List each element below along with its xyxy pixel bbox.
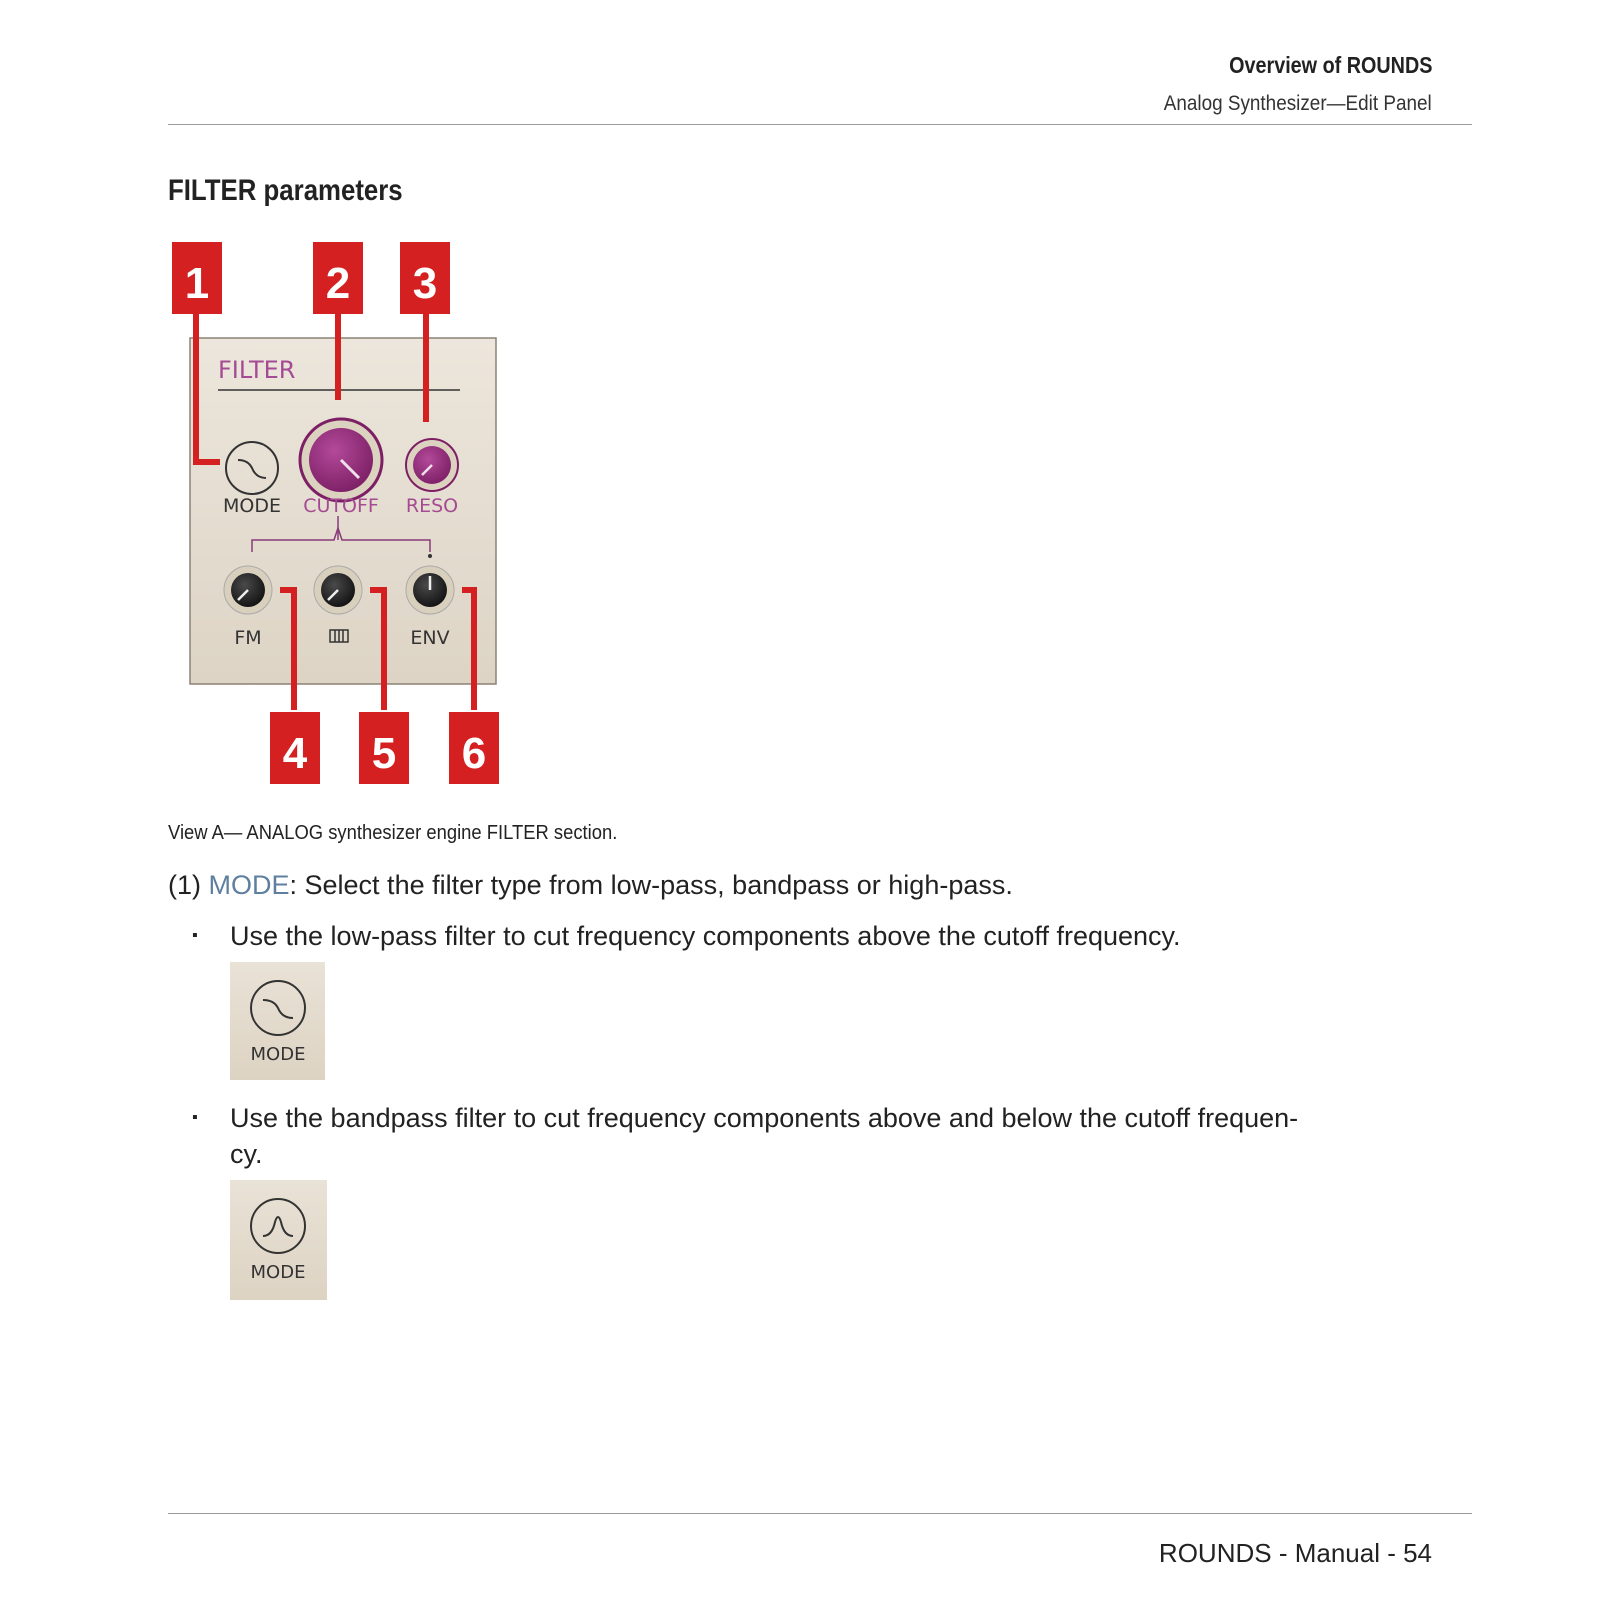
header-title: Overview of ROUNDS [1228,52,1432,78]
section-title: FILTER parameters [168,174,403,207]
bandpass-icon [251,1199,305,1253]
footer-rule [168,1513,1472,1514]
page-footer: ROUNDS - Manual - 54 [1158,1538,1432,1568]
figure-caption: View A— ANALOG synthesizer engine FILTER section. [168,822,618,844]
callout-4-label: 4 [282,729,308,778]
callout-6-label: 6 [461,729,487,778]
callout-2-label: 2 [325,259,351,308]
filter-panel-illustration [168,240,528,810]
bullet-text: Use the bandpass filter to cut frequency components above and below the cutoff frequen-cy. [230,1103,1299,1169]
reso-label: RESO [405,495,459,517]
cutoff-label: CUTOFF [303,495,379,517]
env-label: ENV [410,627,450,649]
keytrack-knob-icon [314,566,362,614]
bullet-mark: ▪ [192,1109,198,1126]
thumb-mode-label: MODE [250,1044,306,1065]
header-subtitle: Analog Synthesizer—Edit Panel [1164,92,1432,115]
fm-knob-icon [224,566,272,614]
fm-label: FM [234,627,262,649]
mode-label: MODE [223,495,281,517]
bullet-text: Use the low-pass filter to cut frequency components above the cutoff frequency. [230,921,1181,951]
mode-link[interactable]: MODE [208,870,290,900]
bullet-mark: ▪ [192,927,198,944]
filter-figure [168,240,528,810]
env-knob-icon [406,566,454,614]
thumb-mode-label: MODE [250,1262,306,1283]
callout-5-label: 5 [371,729,397,778]
callout-1-label: 1 [184,259,210,308]
header-rule [168,124,1472,125]
item-paragraph [168,870,1013,901]
panel-title: FILTER [218,356,296,384]
lowpass-mode-thumbnail [230,962,325,1080]
callout-3-label: 3 [412,259,438,308]
item-text: : Select the filter type from low-pass, bandpass or high-pass. [289,870,1013,900]
item-number: (1) [168,870,201,900]
bandpass-mode-thumbnail [230,1180,327,1300]
